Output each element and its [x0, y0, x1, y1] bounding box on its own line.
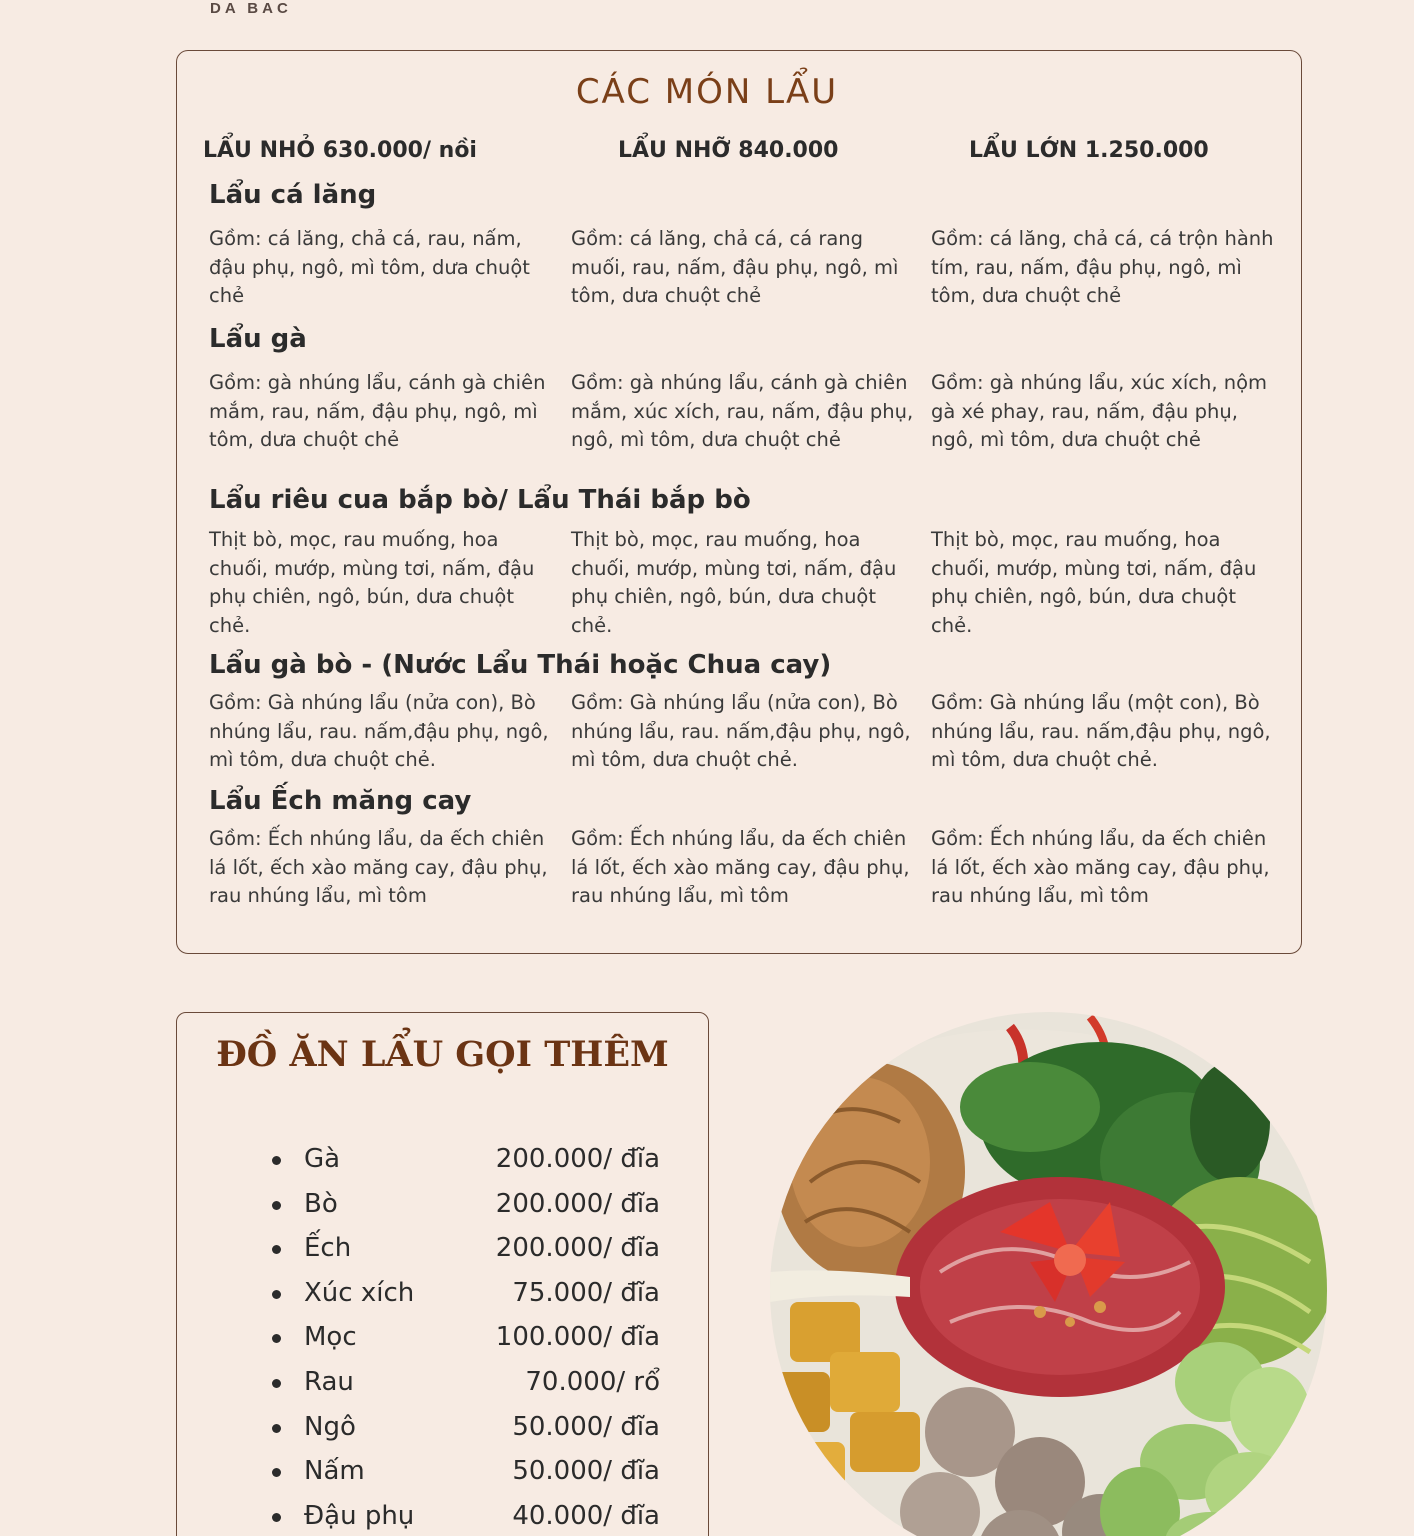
list-item	[268, 1140, 660, 1185]
list-item	[268, 1408, 660, 1453]
list-item	[268, 1452, 660, 1497]
extra-item-price: 100.000/ đĩa	[495, 1322, 660, 1353]
food-illustration	[770, 1012, 1327, 1536]
extra-item-name: Xúc xích	[304, 1277, 415, 1308]
dish-desc-medium: Gồm: Gà nhúng lẩu (nửa con), Bò nhúng lẩu, rau. nấm,đậu phụ, ngô, mì tôm, dưa chuột chẻ.	[571, 691, 911, 772]
size-small-header: LẨU NHỎ 630.000/ nồi	[203, 138, 477, 163]
size-medium-header: LẨU NHỠ 840.000	[618, 138, 839, 163]
list-item	[268, 1363, 660, 1408]
dish-desc-medium: Gồm: Ếch nhúng lẩu, da ếch chiên lá lốt, ếch xào măng cay, đậu phụ, rau nhúng lẩu, mì tôm	[571, 827, 910, 908]
bullet-icon	[272, 1513, 281, 1522]
dish-name: Lẩu Ếch măng cay	[209, 786, 472, 816]
extra-item-name: Đậu phụ	[304, 1500, 415, 1531]
dish-desc-large: Thịt bò, mọc, rau muống, hoa chuối, mướp, mùng tơi, nấm, đậu phụ chiên, ngô, bún, dưa chuột chẻ.	[931, 528, 1257, 637]
dish-desc-large: Gồm: cá lăng, chả cá, cá trộn hành tím, rau, nấm, đậu phụ, ngô, mì tôm, dưa chuột chẻ	[931, 227, 1274, 308]
bullet-icon	[272, 1156, 281, 1165]
hotpot-section-title: CÁC MÓN LẨU	[575, 72, 839, 112]
list-item	[268, 1318, 660, 1363]
dish-name: Lẩu riêu cua bắp bò/ Lẩu Thái bắp bò	[209, 485, 751, 515]
dish-desc-medium: Gồm: gà nhúng lẩu, cánh gà chiên mắm, xúc xích, rau, nấm, đậu phụ, ngô, mì tôm, dưa chuột chẻ	[571, 371, 914, 452]
bullet-icon	[272, 1290, 281, 1299]
dish-desc-medium: Thịt bò, mọc, rau muống, hoa chuối, mướp, mùng tơi, nấm, đậu phụ chiên, ngô, bún, dưa chuột chẻ.	[571, 528, 897, 637]
extra-item-price: 75.000/ đĩa	[512, 1277, 660, 1308]
bullet-icon	[272, 1379, 281, 1388]
bullet-icon	[272, 1245, 281, 1254]
dish-name: Lẩu gà	[209, 324, 307, 354]
extras-list	[268, 1140, 660, 1536]
extra-item-price: 50.000/ đĩa	[512, 1456, 660, 1487]
bullet-icon	[272, 1468, 281, 1477]
extra-item-name: Ếch	[304, 1233, 352, 1264]
dish-desc-small: Thịt bò, mọc, rau muống, hoa chuối, mướp, mùng tơi, nấm, đậu phụ chiên, ngô, bún, dưa chuột chẻ.	[209, 528, 535, 637]
list-item	[268, 1229, 660, 1274]
extra-item-name: Gà	[304, 1144, 341, 1174]
size-large-header: LẨU LỚN 1.250.000	[969, 138, 1209, 163]
dish-name: Lẩu gà bò - (Nước Lẩu Thái hoặc Chua cay)	[209, 650, 832, 680]
dish-desc-large: Gồm: Ếch nhúng lẩu, da ếch chiên lá lốt, ếch xào măng cay, đậu phụ, rau nhúng lẩu, mì tôm	[931, 827, 1270, 908]
extra-item-price: 200.000/ đĩa	[495, 1233, 660, 1264]
list-item	[268, 1185, 660, 1230]
dish-desc-large: Gồm: gà nhúng lẩu, xúc xích, nộm gà xé phay, rau, nấm, đậu phụ, ngô, mì tôm, dưa chuột chẻ	[931, 371, 1268, 452]
extra-item-name: Ngô	[304, 1411, 356, 1442]
hotpot-ingredients-photo	[770, 1012, 1327, 1536]
extra-item-price: 200.000/ đĩa	[495, 1144, 660, 1174]
extra-item-name: Mọc	[304, 1322, 357, 1353]
dish-desc-large: Gồm: Gà nhúng lẩu (một con), Bò nhúng lẩu, rau. nấm,đậu phụ, ngô, mì tôm, dưa chuột chẻ.	[931, 691, 1271, 772]
extra-item-price: 40.000/ đĩa	[512, 1500, 660, 1531]
dish-name: Lẩu cá lăng	[209, 180, 377, 210]
dish-desc-small: Gồm: Ếch nhúng lẩu, da ếch chiên lá lốt, ếch xào măng cay, đậu phụ, rau nhúng lẩu, mì tôm	[209, 827, 548, 908]
bullet-icon	[272, 1334, 281, 1343]
list-item	[268, 1497, 660, 1536]
extra-item-name: Rau	[304, 1366, 354, 1397]
extra-item-price: 70.000/ rổ	[525, 1366, 660, 1397]
list-item	[268, 1274, 660, 1319]
extra-item-price: 200.000/ đĩa	[495, 1188, 660, 1219]
extra-item-name: Nấm	[304, 1456, 365, 1487]
extra-item-price: 50.000/ đĩa	[512, 1411, 660, 1442]
dish-desc-small: Gồm: Gà nhúng lẩu (nửa con), Bò nhúng lẩu, rau. nấm,đậu phụ, ngô, mì tôm, dưa chuột chẻ.	[209, 691, 549, 772]
bullet-icon	[272, 1424, 281, 1433]
dish-desc-small: Gồm: gà nhúng lẩu, cánh gà chiên mắm, rau, nấm, đậu phụ, ngô, mì tôm, dưa chuột chẻ	[209, 371, 546, 452]
dish-desc-medium: Gồm: cá lăng, chả cá, cá rang muối, rau, nấm, đậu phụ, ngô, mì tôm, dưa chuột chẻ	[571, 227, 899, 308]
brand-logo: DA BAC	[210, 0, 292, 17]
dish-desc-small: Gồm: cá lăng, chả cá, rau, nấm, đậu phụ, ngô, mì tôm, dưa chuột chẻ	[209, 227, 530, 308]
bullet-icon	[272, 1201, 281, 1210]
extra-item-name: Bò	[304, 1188, 338, 1219]
extras-section-title: ĐỒ ĂN LẨU GỌI THÊM	[216, 1034, 669, 1075]
